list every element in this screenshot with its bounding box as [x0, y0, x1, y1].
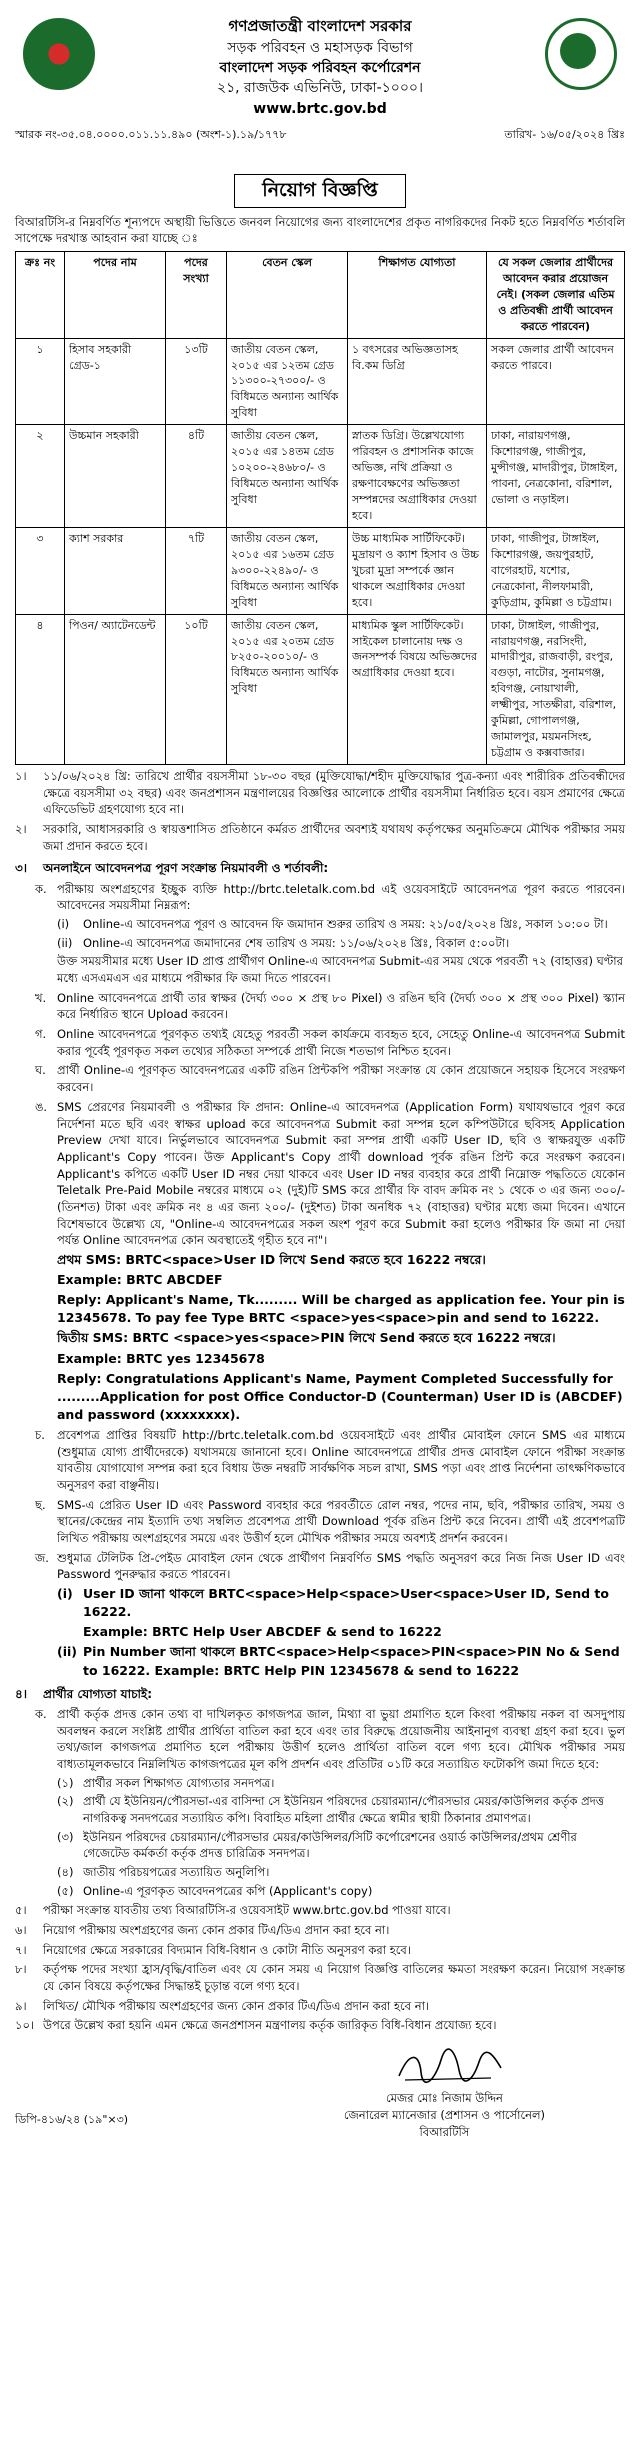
table-row — [16, 527, 625, 614]
doc-4: (৪) জাতীয় পরিচয়পত্রের সত্যায়িত অনুলিপি। — [57, 1865, 270, 1880]
header-corporation: বাংলাদেশ সড়ক পরিবহন কর্পোরেশন — [219, 60, 421, 77]
row-districts: ঢাকা, গাজীপুর, টাঙ্গাইল, কিশোরগঞ্জ, জয়পুরহাট, বাগেরহাট, যশোর, নেত্রকোনা, নীলফামারী, কুড়িগ্রাম, কুমিল্লা ও চট্টগ্রাম। — [487, 527, 625, 614]
doc-2: (২) প্রার্থী যে ইউনিয়ন/পৌরসভা-এর বাসিন্দা সে ইউনিয়ন পরিষদের চেয়ারম্যান/পৌরসভার মেয়র/কাউন্সিলর কর্তৃক প্রদত্ত নাগরিকত্ব সনদপত্রের সত্যায়িত কপি। বিবাহিত মহিলা প্রার্থীর ক্ষেত্রে স্বামীর স্থায়ী ঠিকানার প্রমাণপত্র। — [57, 1794, 605, 1826]
col-qualification: শিক্ষাগত যোগ্যতা — [348, 251, 487, 338]
row-pay: জাতীয় বেতন স্কেল, ২০১৫ এর ১৪তম গ্রেড ১০২০০-২৪৬৮০/- ও বিধিমতে অন্যান্য আর্থিক সুবিধা — [227, 425, 348, 528]
row-serial: ৪ — [16, 614, 65, 764]
memo-row — [15, 127, 625, 143]
section-eligibility-check: ৪। প্রার্থীর যোগ্যতা যাচাই: — [15, 1686, 153, 1701]
signatory — [344, 2090, 545, 2140]
header-division: সড়ক পরিবহন ও মহাসড়ক বিভাগ — [227, 39, 413, 56]
header-government: গণপ্রজাতন্ত্রী বাংলাদেশ সরকার — [228, 17, 412, 35]
row-districts: ঢাকা, নারায়ণগঞ্জ, কিশোরগঞ্জ, গাজীপুর, মুন্সীগঞ্জ, মাদারীপুর, টাঙ্গাইল, পাবনা, নেত্রকোনা, বরিশাল, ভোলা ও নড়াইল। — [487, 425, 625, 528]
rule-a: ক. পরীক্ষায় অংশগ্রহণের ইচ্ছুক ব্যক্তি http://brtc.teletalk.com.bd এই ওয়েবসাইটে আবেদনপত্র পূরণ করতে পারবেন। আবেদনের সময়সীমা নিম্নরূপ: — [35, 881, 625, 913]
header-address: ২১, রাজউক এভিনিউ, ঢাকা-১০০০। — [216, 80, 424, 97]
rule-k: ক. প্রার্থী কর্তৃক প্রদত্ত কোন তথ্য বা দাখিলকৃত কাগজপত্র জাল, মিথ্যা বা ভুয়া প্রমাণিত হলে কিংবা পরীক্ষায় নকল বা অসদুপায় অবলম্বন করলে সংশ্লিষ্ট প্রার্থীর প্রার্থিতা বাতিল করা হবে এবং তার বিরুদ্ধে প্রয়োজনীয় আইনানুগ ব্যবস্থা গ্রহণ করা হবে। ভুল তথ্য/জাল কাগজপত্র প্রমাণিত হলে পরীক্ষায় উত্তীর্ণ হলেও প্রার্থিতা বাতিল বলে গণ্য হবে। মৌখিক পরীক্ষার সময় বাধ্যতামূলকভাবে নিম্নলিখিত কাগজপত্রের মূল কপি প্রদর্শন এবং প্রতিটির ০১টি করে সত্যায়িত ফটোকপি জমা দিতে হবে: — [35, 1707, 625, 1772]
memo-date: তারিখ- ১৬/০৫/২০২৪ খ্রিঃ — [504, 127, 625, 141]
memo-number: স্মারক নং-৩৫.০৪.০০০০.০১১.১১.৪৯০ (অংশ-১).১৯/১৭৭৮ — [15, 127, 287, 141]
vacancy-table — [15, 251, 625, 765]
condition-8: ৮। কর্তৃপক্ষ পদের সংখ্যা হ্রাস/বৃদ্ধি/বাতিল এবং যে কোন সময় এ নিয়োগ বিজ্ঞপ্তি বাতিলের ক্ষমতা সংরক্ষণ করেন। নিয়োগ সংক্রান্ত যে কোন বিষয়ে কর্তৃপক্ষের সিদ্ধান্তই চূড়ান্ত বলে গণ্য হবে। — [15, 1962, 625, 1994]
sms-first-label: প্রথম SMS: BRTC<space>User ID লিখে Send করতে হবে 16222 নম্বরে। — [57, 1251, 486, 1267]
row-count: ১০টি — [166, 614, 227, 764]
government-seal-logo — [23, 18, 95, 90]
row-post: ক্যাশ সরকার — [65, 527, 166, 614]
rule-g: ছ. SMS-এ প্রেরিত User ID এবং Password ব্যবহার করে পরবর্তীতে রোল নম্বর, পদের নাম, ছবি, পরীক্ষার তারিখ, সময় ও স্থানের/কেন্দ্রের নাম ইত্যাদি তথ্য সম্বলিত প্রবেশপত্র প্রার্থী Download পূর্বক রঙিন প্রিন্ট করে নিবেন। প্রার্থী এই প্রবেশপত্রটি লিখিত পরীক্ষায় অংশগ্রহণের সময়ে এবং উত্তীর্ণ হলে মৌখিক পরীক্ষার সময়ে অবশ্যই প্রদর্শন করবেন। — [35, 1497, 625, 1546]
condition-7: ৭। নিয়োগের ক্ষেত্রে সরকারের বিদ্যমান বিধি-বিধান ও কোটা নীতি অনুসরণ করা হবে। — [15, 1942, 411, 1957]
signatory-name: মেজর মোঃ নিজাম উদ্দিন — [385, 2091, 503, 2106]
col-post-count: পদের সংখ্যা — [166, 251, 227, 338]
rule-c: গ. Online আবেদনপত্রে পূরণকৃত তথ্যই যেহেতু পরবর্তী সকল কার্যক্রমে ব্যবহৃত হবে, সেহেতু Online-এ আবেদনপত্র Submit করার পূর্বেই পূরণকৃত সকল তথ্যের সঠিকতা সম্পর্কে প্রার্থী নিজে শতভাগ নিশ্চিত হবেন। — [35, 1027, 625, 1058]
row-count: ৭টি — [166, 527, 227, 614]
notice-title: নিয়োগ বিজ্ঞপ্তি — [234, 174, 406, 208]
rule-h: জ. শুধুমাত্র টেলিটক প্রি-পেইড মোবাইল ফোন থেকে প্রার্থীগণ নিম্নবর্ণিত SMS পদ্ধতি অনুসরণ করে নিজ নিজ User ID এবং Password পুনরুদ্ধার করতে পারবেন। — [35, 1550, 625, 1582]
row-qualification: উচ্চ মাধ্যমিক সার্টিফিকেট। মুদ্রায়ণ ও ক্যাশ হিসাব ও উচ্চ খুচরা মুদ্রা সম্পর্কে জ্ঞান থাকলে অগ্রাধিকার দেওয়া হবে। — [348, 527, 487, 614]
row-pay: জাতীয় বেতন স্কেল, ২০১৫ এর ১২তম গ্রেড ১১৩০০-২৭৩০০/- ও বিধিমতে অন্যান্য আর্থিক সুবিধা — [227, 338, 348, 425]
doc-3: (৩) ইউনিয়ন পরিষদের চেয়ারম্যান/পৌরসভার মেয়র/কাউন্সিলর/সিটি কর্পোরেশনের ওয়ার্ড কাউন্সিলর/প্রথম শ্রেণীর গেজেটেড কর্মকর্তা কর্তৃক প্রদত্ত চারিত্রিক সনদপত্র। — [57, 1829, 577, 1861]
rule-f: চ. প্রবেশপত্র প্রাপ্তির বিষয়টি http://brtc.teletalk.com.bd ওয়েবসাইটে এবং প্রার্থীর মোবাইল ফোনে SMS এর মাধ্যমে (শুধুমাত্র যোগ্য প্রার্থীদেরকে) যথাসময়ে জানানো হবে। Online আবেদনপত্রে প্রার্থীর প্রদত্ত মোবাইল ফোনে পরীক্ষা সংক্রান্ত যাবতীয় যোগাযোগ সম্পন্ন করা হবে বিধায় উক্ত নম্বরটি সার্বক্ষণিক সচল রাখা, SMS পড়া এবং প্রাপ্ত নির্দেশনা তাৎক্ষণিকভাবে অনুসরণ করা বাঞ্ছনীয়। — [35, 1428, 625, 1493]
row-count: ৪টি — [166, 425, 227, 528]
signatory-title: জেনারেল ম্যানেজার (প্রশাসন ও পার্সোনেল) — [343, 2107, 545, 2122]
recovery-pin: (ii) Pin Number জানা থাকলে BRTC<space>Help<space>PIN<space>PIN No & Send to 16222. Example: BRTC Help PIN 12345678 & send to 16222 — [57, 1644, 620, 1678]
condition-9: ৯। লিখিত/ মৌখিক পরীক্ষায় অংশগ্রহণের জন্য কোন প্রকার টিএ/ডিএ প্রদান করা হবে না। — [15, 1998, 430, 2013]
sms-second-example: Example: BRTC yes 12345678 — [57, 1350, 265, 1366]
row-serial: ১ — [16, 338, 65, 425]
sms-second-label: দ্বিতীয় SMS: BRTC <space>yes<space>PIN লিখে Send করতে হবে 16222 নম্বরে। — [57, 1330, 556, 1346]
row-districts: সকল জেলার প্রার্থী আবেদন করতে পারবে। — [487, 338, 625, 425]
table-row — [16, 614, 625, 764]
col-post-name: পদের নাম — [65, 251, 166, 338]
col-pay-scale: বেতন স্কেল — [227, 251, 348, 338]
col-excluded-districts: যে সকল জেলার প্রার্থীদের আবেদন করার প্রয়োজন নেই। (সকল জেলার এতিম ও প্রতিবন্ধী প্রার্থী আবেদন করতে পারবেন) — [487, 251, 625, 338]
letterhead — [15, 16, 625, 166]
recovery-user-id-example: Example: BRTC Help User ABCDEF & send to 16222 — [83, 1624, 442, 1640]
sms-first-example: Example: BRTC ABCDEF — [57, 1272, 223, 1287]
header-website[interactable]: www.brtc.gov.bd — [253, 100, 387, 117]
doc-5: (৫) Online-এ পূরণকৃত আবেদনপত্রের কপি (Applicant's copy) — [57, 1883, 373, 1898]
brtc-logo — [545, 18, 617, 90]
row-post: উচ্চমান সহকারী — [65, 425, 166, 528]
table-row — [16, 425, 625, 528]
sms-second-reply: Reply: Congratulations Applicant's Name, Payment Completed Successfully for .........Application for post Office Conductor-D (Counterman) User ID is (ABCDEF) and password (xxxxxxxx). — [57, 1370, 623, 1422]
footer-code: ডিপি-৪১৬/২৪ (১৯"×৩) — [15, 2113, 129, 2127]
recovery-user-id: (i) User ID জানা থাকলে BRTC<space>Help<space>User<space>User ID, Send to 16222. — [57, 1586, 609, 1620]
row-serial: ৩ — [16, 527, 65, 614]
row-pay: জাতীয় বেতন স্কেল, ২০১৫ এর ২০তম গ্রেড ৮২৫০-২০০১০/- ও বিধিমতে অন্যান্য আর্থিক সুবিধা — [227, 614, 348, 764]
rule-a-ii: (ii) Online-এ আবেদনপত্র জমাদানের শেষ তারিখ ও সময়: ১১/০৬/২০২৪ খ্রিঃ, বিকাল ৫:০০টা। — [57, 935, 510, 950]
row-serial: ২ — [16, 425, 65, 528]
sms-first-reply: Reply: Applicant's Name, Tk......... Will be charged as application fee. Your pin is 12345678. To pay fee Type BRTC <space>yes<space>pin and send to 16222. — [57, 1292, 625, 1326]
row-post: হিসাব সহকারী গ্রেড-১ — [65, 338, 166, 425]
table-row — [16, 338, 625, 425]
row-pay: জাতীয় বেতন স্কেল, ২০১৫ এর ১৬তম গ্রেড ৯৩০০-২২৪৯০/- ও বিধিমতে অন্যান্য আর্থিক সুবিধা — [227, 527, 348, 614]
document-page — [15, 0, 625, 2425]
section-online-application: ৩। অনলাইনে আবেদনপত্র পূরণ সংক্রান্ত নিয়মাবলী ও শর্তাবলী: — [15, 861, 329, 876]
signatory-org: বিআরটিসি — [419, 2124, 470, 2139]
table-header-row — [16, 251, 625, 338]
row-count: ১৩টি — [166, 338, 227, 425]
row-qualification: ১ বৎসরের অভিজ্ঞতাসহ বি.কম ডিগ্রি — [348, 338, 487, 425]
rule-e: ঙ. SMS প্রেরণের নিয়মাবলী ও পরীক্ষার ফি প্রদান: Online-এ আবেদনপত্র (Application Form) যথাযথভাবে পূরণ করে নির্দেশনা মতে ছবি এবং স্বাক্ষর upload করে আবেদনপত্র Submit করা সম্পন্ন হলে কম্পিউটারে ছবিসহ Application Preview দেখা যাবে। নির্ভুলভাবে আবেদনপত্র Submit করা সম্পন্ন প্রার্থী একটি User ID, ছবি ও স্বাক্ষরযুক্ত একটি Applicant's Copy পাবেন। উক্ত Applicant's Copy প্রার্থী download পূর্বক রঙিন প্রিন্ট করে সংরক্ষণ করবেন। Applicant's কপিতে একটি User ID নম্বর দেয়া থাকবে এবং User ID নম্বর ব্যবহার করে প্রার্থী নিম্নোক্ত পদ্ধতিতে যেকোন Teletalk Pre-Paid Mobile নম্বরের মাধ্যমে ০২ (দুই)টি SMS করে প্রার্থীর ফি বাবদ ক্রমিক নং ১ থেকে ৩ এর জন্য ৩০০/- (তিনশত) টাকা এবং ক্রমিক নং ৪ এর জন্য ২০০/- (দুইশত) টাকা অনধিক ৭২ (বাহাত্তর) ঘণ্টার মধ্যে জমা দিবেন। এখানে বিশেষভাবে উল্লেখ্য যে, "Online-এ আবেদনপত্রের সকল অংশ পূরণ করে Submit করা হলেও পরীক্ষার ফি জমা না দেয়া পর্যন্ত Online আবেদনপত্র কোন অবস্থাতেই গৃহীত হবে না"। — [35, 1099, 625, 1248]
handwritten-signature — [395, 2046, 505, 2086]
rule-b: খ. Online আবেদনপত্রে প্রার্থী তার স্বাক্ষর (দৈর্ঘ্য ৩০০ × প্রস্থ ৮০ Pixel) ও রঙিন ছবি (দৈর্ঘ্য ৩০০ × প্রস্থ ৩০০ Pixel) স্ক্যান করে নির্ধারিত স্থানে Upload করবেন। — [35, 990, 625, 1022]
col-serial: ক্রঃ নং — [16, 251, 65, 338]
condition-10: ১০। উপরে উল্লেখ করা হয়নি এমন ক্ষেত্রে জনপ্রশাসন মন্ত্রণালয় কর্তৃক জারিকৃত বিধি-বিধান প্রযোজ্য হবে। — [15, 2018, 497, 2033]
row-districts: ঢাকা, টাঙ্গাইল, গাজীপুর, নারায়ণগঞ্জ, নরসিংদী, মাদারীপুর, রাজবাড়ী, রংপুর, বগুড়া, নাটোর, সুনামগঞ্জ, হবিগঞ্জ, নোয়াখালী, লক্ষ্মীপুর, সাতক্ষীরা, বরিশাল, কুমিল্লা, গোপালগঞ্জ, জামালপুর, ময়মনসিংহ, চট্টগ্রাম ও কক্সবাজার। — [487, 614, 625, 764]
rule-d: ঘ. প্রার্থী Online-এ পূরণকৃত আবেদনপত্রের একটি রঙিন প্রিন্টকপি পরীক্ষা সংক্রান্ত যে কোন প্রয়োজনে সহায়ক হিসেবে সংরক্ষণ করবেন। — [35, 1063, 625, 1095]
rule-a-i: (i) Online-এ আবেদনপত্র পূরণ ও আবেদন ফি জমাদান শুরুর তারিখ ও সময়: ২১/০৫/২০২৪ খ্রিঃ, সকাল ১০:০০ টা। — [57, 917, 608, 932]
row-qualification: মাধ্যমিক স্কুল সার্টিফিকেট। সাইকেল চালানোয় দক্ষ ও জনসম্পর্ক বিষয়ে অভিজ্ঞদের অগ্রাধিকার দেওয়া হবে। — [348, 614, 487, 764]
intro-text: বিআরটিসি-র নিম্নবর্ণিত শূন্যপদে অস্থায়ী ভিত্তিতে জনবল নিয়োগের জন্য বাংলাদেশের প্রকৃত নাগরিকদের নিকট হতে নিম্নবর্ণিত শর্তাবলি সাপেক্ষে দরখাস্ত আহবান করা যাচ্ছে ঃ — [15, 214, 625, 246]
condition-1: ১। ১১/০৬/২০২৪ খ্রি: তারিখে প্রার্থীর বয়সসীমা ১৮-৩০ বছর (মুক্তিযোদ্ধা/শহীদ মুক্তিযোদ্ধার পুত্র-কন্যা এবং শারীরিক প্রতিবন্ধীদের ক্ষেত্রে বয়সসীমা ৩২ বছর) এবং জনপ্রশাসন মন্ত্রণালয়ের বিজ্ঞপ্তির আলোকে প্রার্থীর বয়সসীমা নির্ধারিত হবে। বয়স প্রমাণের ক্ষেত্রে এফিডেভিট গ্রহণযোগ্য হবে না। — [15, 769, 625, 817]
row-qualification: স্নাতক ডিগ্রি। উল্লেখযোগ্য পরিবহন ও প্রশাসনিক কাজে অভিজ্ঞ, নথি প্রক্রিয়া ও রক্ষণাবেক্ষণের অভিজ্ঞতা সম্পন্নদের অগ্রাধিকার দেওয়া হবে। — [348, 425, 487, 528]
condition-6: ৬। নিয়োগ পরীক্ষায় অংশগ্রহণের জন্য কোন প্রকার টিএ/ডিএ প্রদান করা হবে না। — [15, 1923, 390, 1938]
row-post: পিওন/ অ্যাটেনডেন্ট — [65, 614, 166, 764]
condition-5: ৫। পরীক্ষা সংক্রান্ত যাবতীয় তথ্য বিআরটিসি-র ওয়েবসাইট www.brtc.gov.bd পাওয়া যাবে। — [15, 1903, 451, 1918]
signature-area — [15, 2046, 625, 2139]
doc-1: (১) প্রার্থীর সকল শিক্ষাগত যোগ্যতার সনদপত্র। — [57, 1775, 275, 1790]
rule-a-note: উক্ত সময়সীমার মধ্যে User ID প্রাপ্ত প্রার্থীগণ Online-এ আবেদনপত্র Submit-এর সময় থেকে পরবর্তী ৭২ (বাহাত্তর) ঘণ্টার মধ্যে এসএমএস এর মাধ্যমে পরীক্ষার ফি জমা দিতে পারবেন। — [57, 954, 623, 986]
condition-2: ২। সরকারি, আধাসরকারি ও স্বায়ত্তশাসিত প্রতিষ্ঠানে কর্মরত প্রার্থীদের অবশ্যই যথাযথ কর্তৃপক্ষের অনুমতিক্রমে মৌখিক পরীক্ষার সময় জমা প্রদান করতে হবে। — [15, 822, 625, 853]
